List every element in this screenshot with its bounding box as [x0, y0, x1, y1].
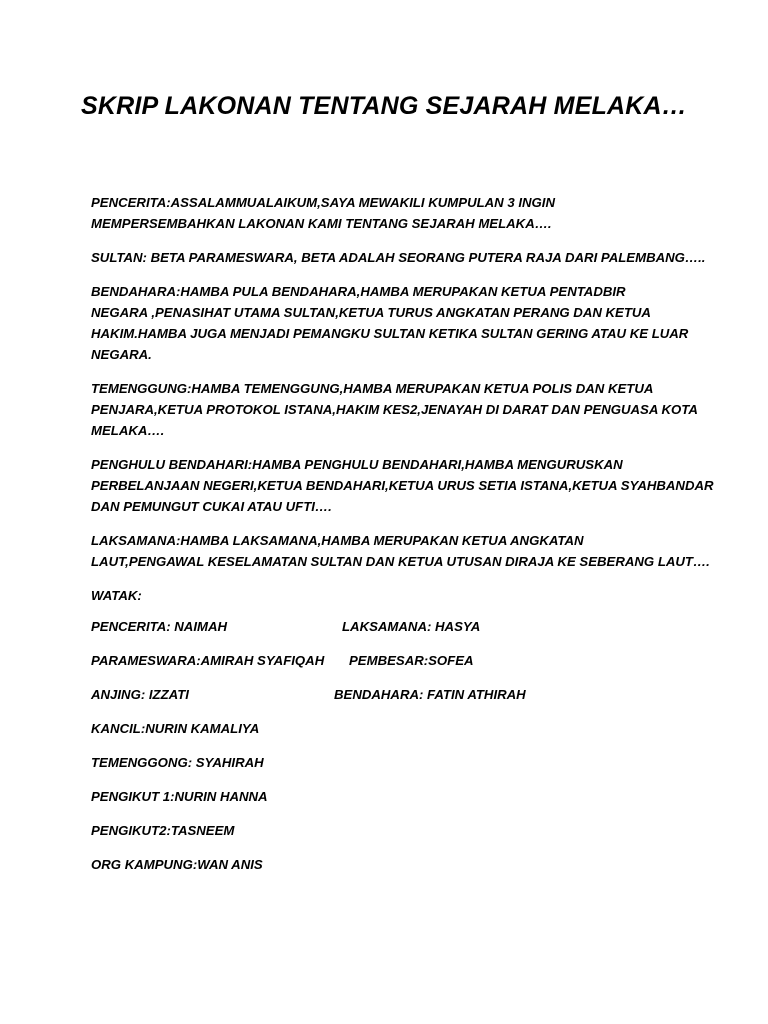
- paragraph-laksamana: [91, 530, 710, 572]
- cast-list: [91, 619, 691, 891]
- document-title: SKRIP LAKONAN TENTANG SEJARAH MELAKA…: [80, 92, 688, 120]
- cast-row: [91, 823, 691, 857]
- paragraph-line: PENCERITA:ASSALAMMUALAIKUM,SAYA MEWAKILI KUMPULAN 3 INGIN: [91, 195, 555, 210]
- paragraph-line: SULTAN: BETA PARAMESWARA, BETA ADALAH SEORANG PUTERA RAJA DARI PALEMBANG…..: [91, 250, 706, 265]
- paragraph-temenggung: [91, 378, 698, 441]
- paragraph-line: MELAKA….: [91, 423, 165, 438]
- cast-entry: ANJING: IZZATI: [91, 687, 189, 702]
- paragraph-line: TEMENGGUNG:HAMBA TEMENGGUNG,HAMBA MERUPAKAN KETUA POLIS DAN KETUA: [91, 381, 654, 396]
- cast-entry: ORG KAMPUNG:WAN ANIS: [91, 857, 263, 872]
- cast-entry: PEMBESAR:SOFEA: [349, 653, 474, 668]
- paragraph-bendahara: [91, 281, 691, 365]
- paragraph-line: BENDAHARA:HAMBA PULA BENDAHARA,HAMBA MERUPAKAN KETUA PENTADBIR: [91, 284, 626, 299]
- paragraph-sultan: [91, 247, 706, 268]
- paragraph-line: NEGARA.: [91, 347, 152, 362]
- cast-entry: PARAMESWARA:AMIRAH SYAFIQAH: [91, 653, 325, 668]
- cast-entry: TEMENGGONG: SYAHIRAH: [91, 755, 264, 770]
- paragraph-line: DAN PEMUNGUT CUKAI ATAU UFTI….: [91, 499, 332, 514]
- cast-row: [91, 755, 691, 789]
- cast-row: [91, 653, 691, 687]
- cast-entry: LAKSAMANA: HASYA: [342, 619, 481, 634]
- cast-entry: BENDAHARA: FATIN ATHIRAH: [334, 687, 526, 702]
- cast-entry: PENGIKUT 1:NURIN HANNA: [91, 789, 268, 804]
- cast-entry: KANCIL:NURIN KAMALIYA: [91, 721, 260, 736]
- cast-row: [91, 619, 691, 653]
- paragraph-line: HAKIM.HAMBA JUGA MENJADI PEMANGKU SULTAN KETIKA SULTAN GERING ATAU KE LUAR: [91, 326, 689, 341]
- paragraph-line: LAKSAMANA:HAMBA LAKSAMANA,HAMBA MERUPAKAN KETUA ANGKATAN: [91, 533, 584, 548]
- cast-row: [91, 857, 691, 891]
- paragraph-penghulu-bendahari: [91, 454, 714, 517]
- paragraph-line: MEMPERSEMBAHKAN LAKONAN KAMI TENTANG SEJARAH MELAKA….: [91, 216, 552, 231]
- paragraph-line: PENGHULU BENDAHARI:HAMBA PENGHULU BENDAHARI,HAMBA MENGURUSKAN: [91, 457, 623, 472]
- paragraph-line: PERBELANJAAN NEGERI,KETUA BENDAHARI,KETUA URUS SETIA ISTANA,KETUA SYAHBANDAR: [91, 478, 714, 493]
- cast-entry: PENGIKUT2:TASNEEM: [91, 823, 235, 838]
- cast-label: WATAK:: [91, 588, 142, 603]
- cast-row: [91, 789, 691, 823]
- cast-row: [91, 687, 691, 721]
- cast-entry: PENCERITA: NAIMAH: [91, 619, 228, 634]
- paragraph-line: LAUT,PENGAWAL KESELAMATAN SULTAN DAN KETUA UTUSAN DIRAJA KE SEBERANG LAUT….: [91, 554, 710, 569]
- paragraph-pencerita: [91, 192, 691, 234]
- paragraph-line: PENJARA,KETUA PROTOKOL ISTANA,HAKIM KES2,JENAYAH DI DARAT DAN PENGUASA KOTA: [91, 402, 698, 417]
- cast-row: [91, 721, 691, 755]
- paragraph-line: NEGARA ,PENASIHAT UTAMA SULTAN,KETUA TURUS ANGKATAN PERANG DAN KETUA: [91, 305, 651, 320]
- script-body: [91, 192, 714, 619]
